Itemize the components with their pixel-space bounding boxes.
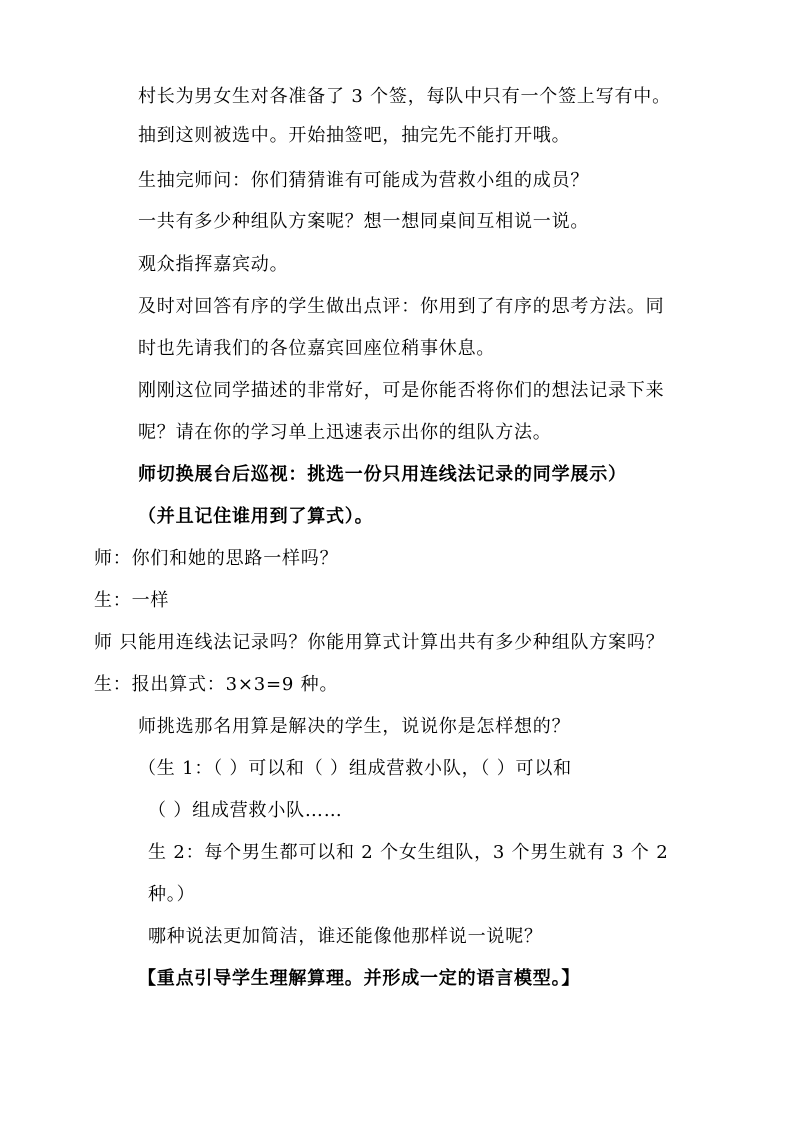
text-line-8: 刚刚这位同学描述的非常好，可是你能否将你们的想法记录下来 (138, 380, 665, 401)
text-line-1: 村长为男女生对各准备了 3 个签，每队中只有一个签上写有中。 (138, 86, 671, 107)
text-line-17: （生 1：（ ）可以和（ ）组成营救小队，（ ）可以和 (138, 758, 572, 779)
text-line-4: 一共有多少种组队方案呢？想一想同桌间互相说一说。 (138, 211, 590, 232)
student-line-1: 生：一样 (94, 590, 170, 611)
text-line-7: 时也先请我们的各位嘉宾回座位稍事休息。 (138, 338, 496, 359)
text-line-9: 呢？请在你的学习单上迅速表示出你的组队方法。 (138, 422, 552, 443)
student-line-2: 生：报出算式：3×3=9 种。 (94, 674, 339, 695)
text-line-11-bold: （并且记住谁用到了算式）。 (138, 506, 374, 527)
text-line-18: （ ）组成营救小队…… (148, 800, 343, 821)
text-line-20: 种。） (148, 884, 196, 905)
text-line-10-bold: 师切换展台后巡视：挑选一份只用连线法记录的同学展示） (138, 464, 627, 485)
text-line-2: 抽到这则被选中。开始抽签吧，抽完先不能打开哦。 (138, 125, 571, 146)
teacher-line-1: 师：你们和她的思路一样吗？ (94, 548, 339, 569)
text-line-6: 及时对回答有序的学生做出点评：你用到了有序的思考方法。同 (138, 296, 665, 317)
text-line-19: 生 2：每个男生都可以和 2 个女生组队，3 个男生就有 3 个 2 (148, 842, 669, 863)
text-line-22-bold: 【重点引导学生理解算理。并形成一定的语言模型。】 (138, 968, 581, 989)
text-line-5: 观众指挥嘉宾动。 (138, 254, 289, 275)
text-line-3: 生抽完师问：你们猜猜谁有可能成为营救小组的成员？ (138, 170, 590, 191)
teacher-line-2: 师 只能用连线法记录吗？你能用算式计算出共有多少种组队方案吗？ (94, 632, 665, 653)
text-line-16: 师挑选那名用算是解决的学生，说说你是怎样想的？ (138, 716, 571, 737)
text-line-21: 哪种说法更加简洁，谁还能像他那样说一说呢？ (148, 926, 543, 947)
